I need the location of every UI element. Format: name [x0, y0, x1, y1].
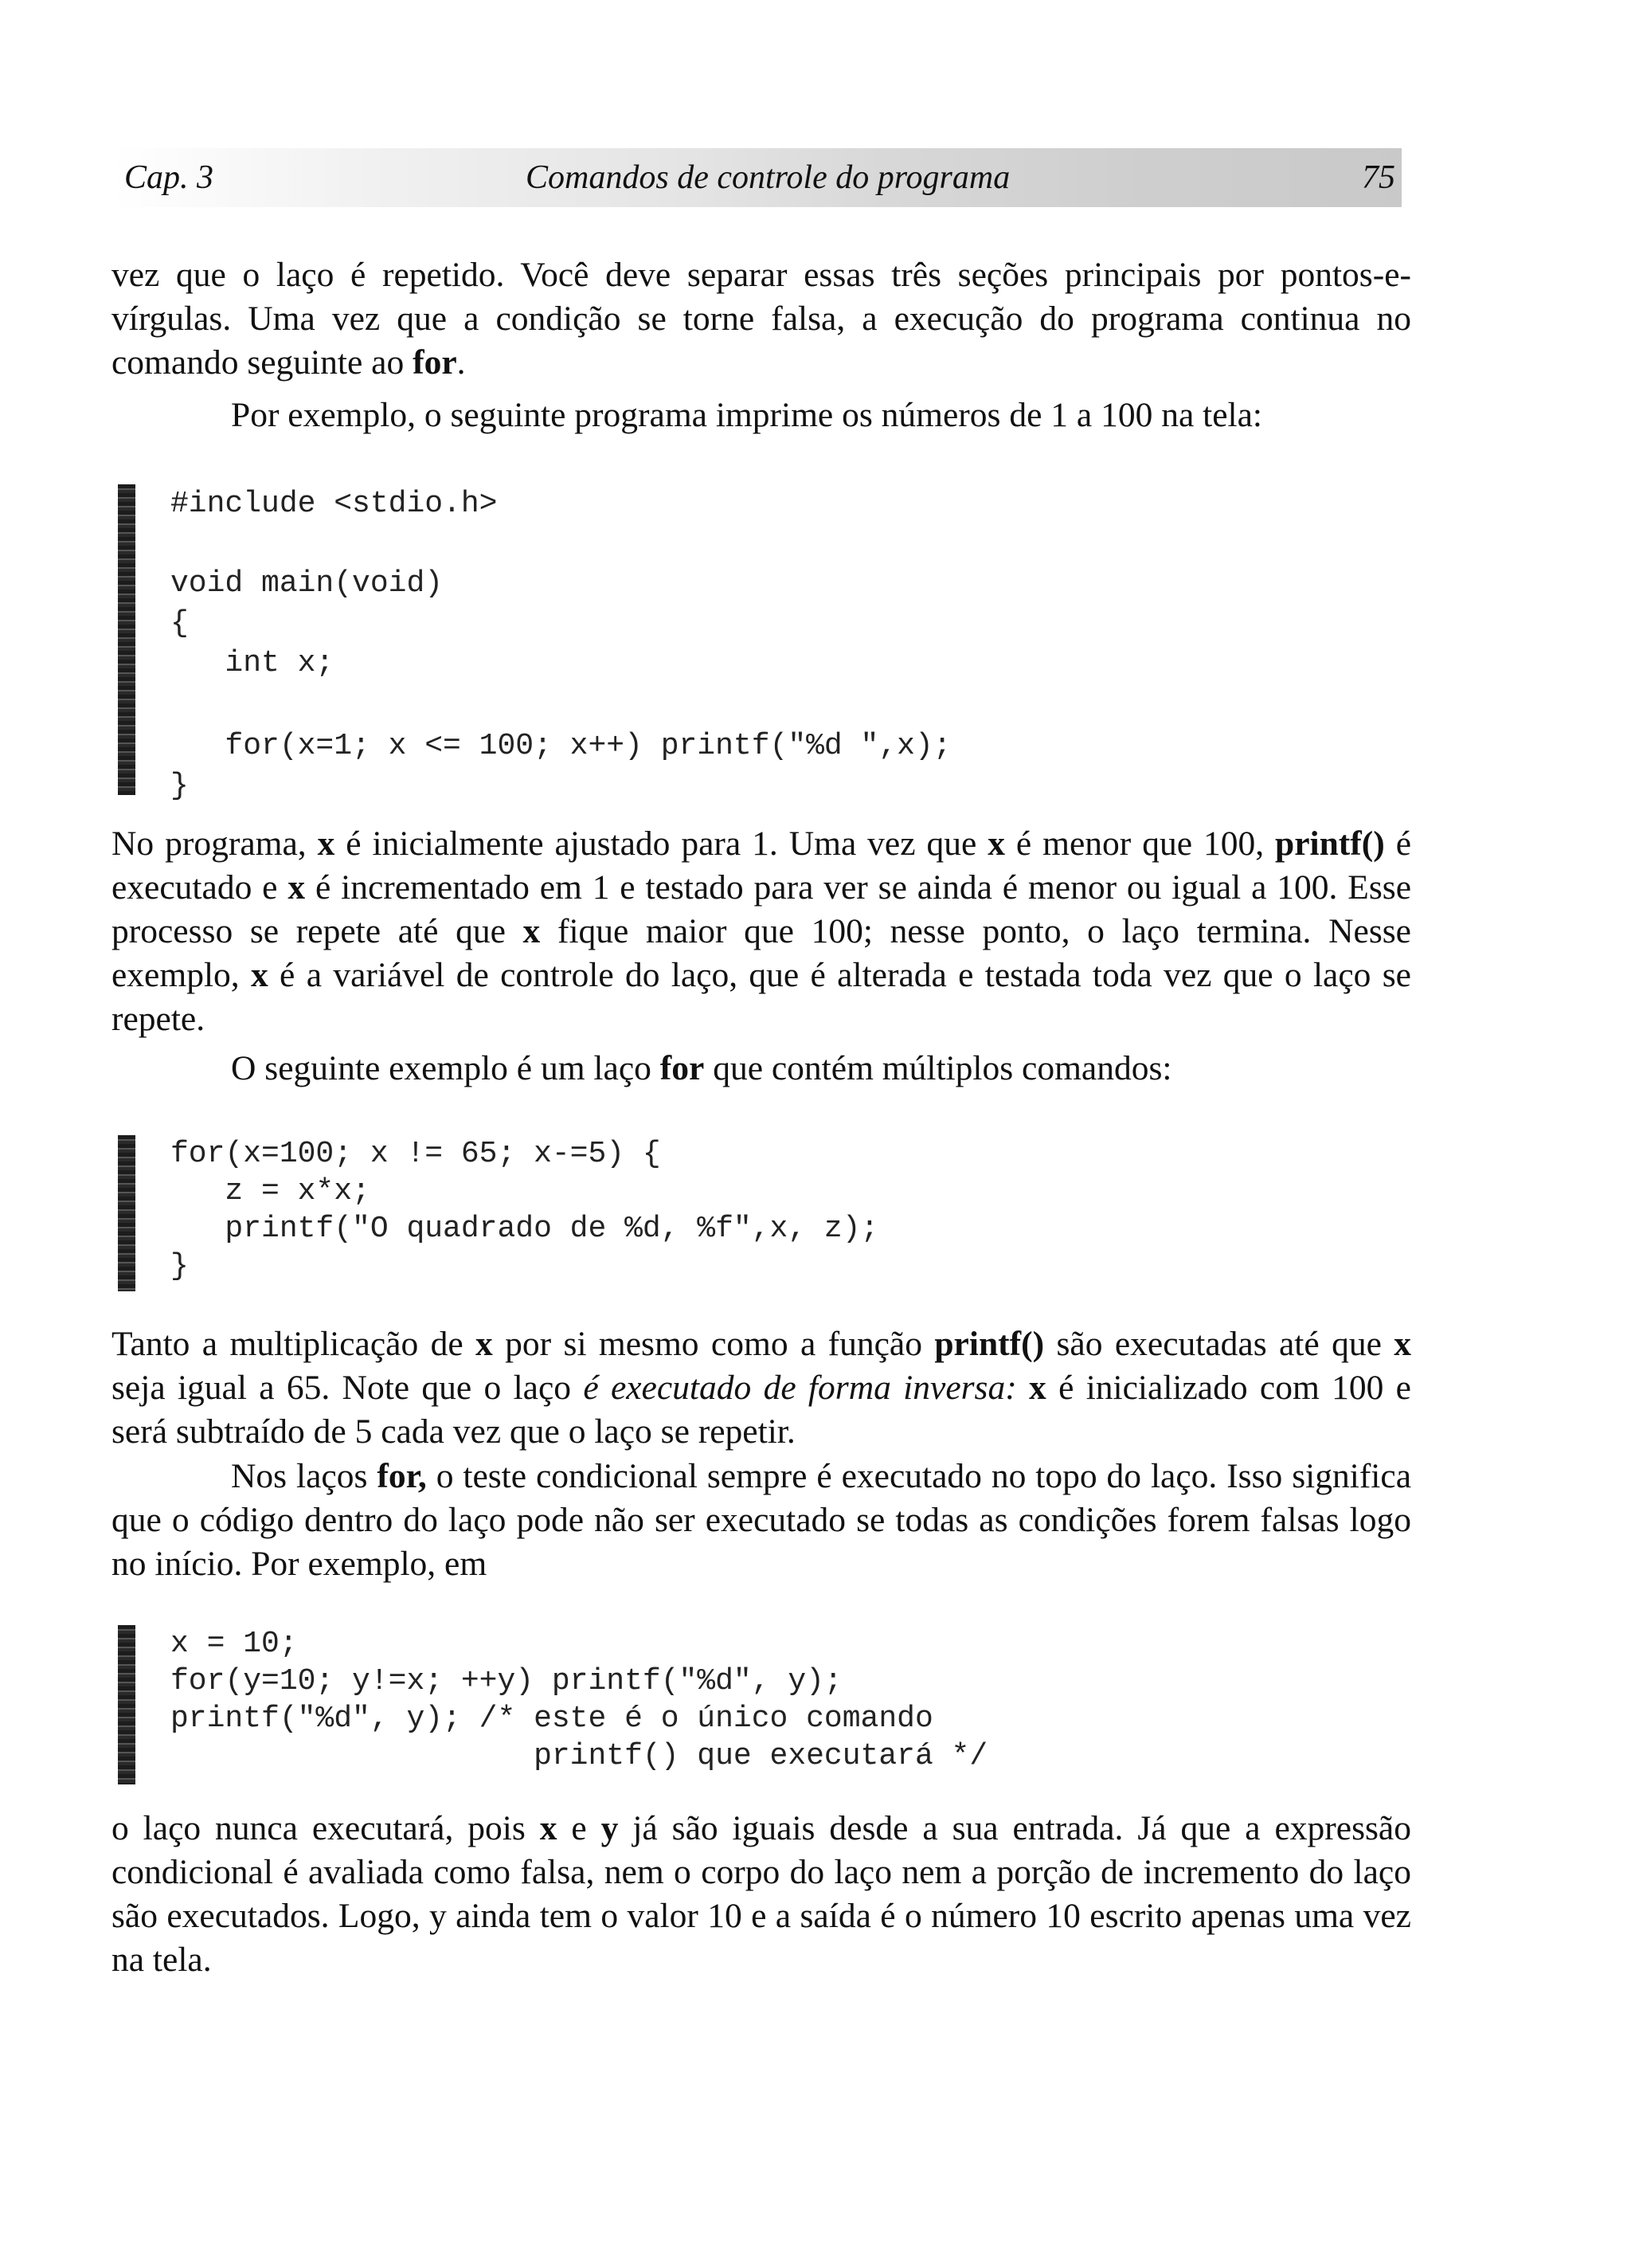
code-block-never-executes	[118, 1625, 1424, 1784]
code-line: x = 10;	[170, 1627, 298, 1661]
code-line: printf("%d", y); /* este é o único comando	[170, 1702, 933, 1736]
paragraph-program-explanation: No programa, x é inicialmente ajustado para 1. Uma vez que x é menor que 100, printf() é executado e x é incrementado em 1 e testado para ver se ainda é menor ou igual a 100. Esse processo se repete até que x fique maior que 100; nesse ponto, o laço termina. Nesse exemplo, x é a variável de controle do laço, que é alterada e testada toda vez que o laço se repete.	[111, 825, 1412, 1038]
code-line: printf("O quadrado de %d, %f",x, z);	[170, 1212, 879, 1246]
code-margin-bar	[118, 1135, 135, 1291]
page-number: 75	[1362, 159, 1395, 196]
code-line: for(x=1; x <= 100; x++) printf("%d ",x);	[170, 729, 952, 763]
code-line: #include <stdio.h>	[170, 487, 498, 521]
code-line: z = x*x;	[170, 1174, 370, 1208]
chapter-label: Cap. 3	[124, 159, 214, 196]
paragraph-multiple-statements-intro: O seguinte exemplo é um laço for que contém múltiplos comandos:	[231, 1049, 1172, 1087]
code-line: printf() que executará */	[170, 1739, 988, 1773]
code-block-count-to-100	[118, 484, 1424, 803]
code-line: }	[170, 1249, 189, 1283]
running-header	[111, 148, 1402, 207]
chapter-title: Comandos de controle do programa	[526, 159, 1011, 196]
code-margin-bar	[118, 484, 135, 795]
paragraph-loop-never-runs: o laço nunca executará, pois x e y já são iguais desde a sua entrada. Já que a expressão condicional é avaliada como falsa, nem o corpo do laço nem a porção de incremento do laço são executados. Logo, y ainda tem o valor 10 e a saída é o número 10 escrito apenas uma vez na tela.	[111, 1809, 1411, 1979]
code-margin-bar	[118, 1625, 135, 1784]
keyword-for: for	[413, 343, 457, 382]
code-line: {	[170, 606, 189, 640]
keyword-for: for,	[377, 1457, 427, 1495]
code-line: for(y=10; y!=x; ++y) printf("%d", y);	[170, 1664, 843, 1698]
keyword-printf: printf()	[1275, 825, 1385, 863]
keyword-for: for	[659, 1049, 705, 1087]
paragraph-conditional-test: Nos laços for, o teste condicional sempre é executado no topo do laço. Isso significa que o código dentro do laço pode não ser executado se todas as condições forem falsas logo no início. Por exemplo, em	[111, 1457, 1411, 1583]
code-block-reverse-loop	[118, 1135, 1424, 1291]
code-line: int x;	[170, 646, 334, 680]
paragraph-loop-sections: vez que o laço é repetido. Você deve separar essas três seções principais por pontos-e-vírgulas. Uma vez que a condição se torne falsa, a execução do programa continua no comando seguinte ao for.	[111, 256, 1411, 382]
paragraph-example-intro: Por exemplo, o seguinte programa imprime os números de 1 a 100 na tela:	[231, 396, 1263, 434]
code-line: void main(void)	[170, 566, 444, 601]
code-line: for(x=100; x != 65; x-=5) {	[170, 1137, 661, 1171]
paragraph-reverse-explanation: Tanto a multiplicação de x por si mesmo como a função printf() são executadas até que x seja igual a 65. Note que o laço é executado de forma inversa: x é inicializado com 100 e será subtraído de 5 cada vez que o laço se repetir.	[111, 1325, 1411, 1451]
keyword-printf: printf()	[934, 1325, 1045, 1363]
code-line: }	[170, 769, 189, 803]
